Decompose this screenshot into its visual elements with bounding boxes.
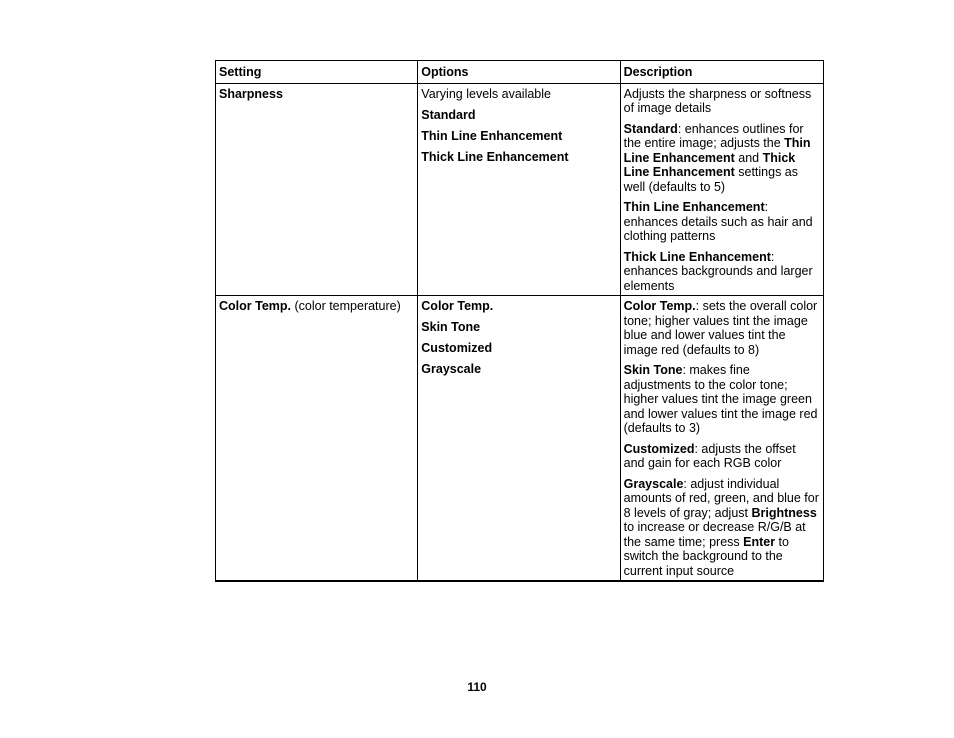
setting-name: Sharpness <box>219 86 283 101</box>
description-text: : enhances details such as hair and clothing patterns <box>623 200 813 243</box>
table-row <box>216 83 824 296</box>
table-row <box>216 296 824 582</box>
option-item: Color Temp. <box>421 299 494 313</box>
description-term: Thin Line Enhancement <box>623 200 765 214</box>
option-item: Thin Line Enhancement <box>421 128 563 143</box>
option-item: Standard <box>421 107 476 122</box>
description-text: to increase or decrease R/G/B at the same time; press <box>623 520 806 549</box>
description-term: Brightness <box>751 505 817 520</box>
description-paragraph <box>624 477 820 579</box>
description-text: and <box>734 150 763 165</box>
description-text: : adjusts the offset and gain for each RGB color <box>623 441 796 470</box>
option-item: Thick Line Enhancement <box>421 149 569 164</box>
table-body <box>216 83 824 581</box>
option-item: Skin Tone <box>421 320 481 334</box>
option-item: Grayscale <box>421 362 482 376</box>
header-options: Options <box>418 61 620 84</box>
description-text: : adjust individual amounts of red, green, and blue for 8 levels of gray; adjust <box>623 476 819 520</box>
description-paragraph <box>624 442 820 471</box>
header-setting: Setting <box>216 61 418 84</box>
description-text: to switch the background to the current input source <box>623 534 789 578</box>
description-term: Thin Line Enhancement <box>623 136 811 165</box>
description-cell <box>620 83 823 296</box>
description-term: Enter <box>743 534 776 549</box>
options-cell <box>418 83 620 296</box>
setting-note: (color temperature) <box>291 299 401 313</box>
description-paragraph <box>624 200 820 244</box>
page-number: 110 <box>467 680 487 694</box>
options-cell <box>418 296 620 582</box>
description-term: Color Temp. <box>623 299 696 313</box>
description-text: settings as well (defaults to 5) <box>623 165 798 194</box>
description-term: Grayscale <box>623 476 684 491</box>
description-term: Standard <box>623 121 678 136</box>
option-item: Varying levels available <box>421 86 551 101</box>
description-text: : sets the overall color tone; higher values tint the image blue and lower values tint the image red (defaults to 8) <box>623 299 818 357</box>
setting-name: Color Temp. <box>219 299 291 313</box>
description-term: Thick Line Enhancement <box>623 249 771 264</box>
description-text: : enhances backgrounds and larger elements <box>623 249 813 293</box>
description-text: : enhances outlines for the entire image; adjusts the <box>623 121 804 150</box>
description-paragraph <box>624 363 820 436</box>
description-text: : makes fine adjustments to the color tone; higher values tint the image green and lower values tint the image red (defaults to 3) <box>623 363 818 435</box>
header-description: Description <box>620 61 823 84</box>
description-paragraph <box>624 299 820 357</box>
setting-cell <box>216 296 418 582</box>
settings-table <box>215 60 824 582</box>
description-cell <box>620 296 823 582</box>
description-text: Adjusts the sharpness or softness of image details <box>623 86 812 115</box>
option-item: Customized <box>421 341 493 355</box>
description-term: Skin Tone <box>623 363 683 377</box>
description-term: Customized <box>623 441 695 456</box>
description-paragraph <box>624 122 820 195</box>
table-header-row <box>216 61 824 84</box>
description-paragraph <box>624 87 820 116</box>
setting-cell <box>216 83 418 296</box>
description-paragraph <box>624 250 820 294</box>
description-term: Thick Line Enhancement <box>623 150 796 179</box>
